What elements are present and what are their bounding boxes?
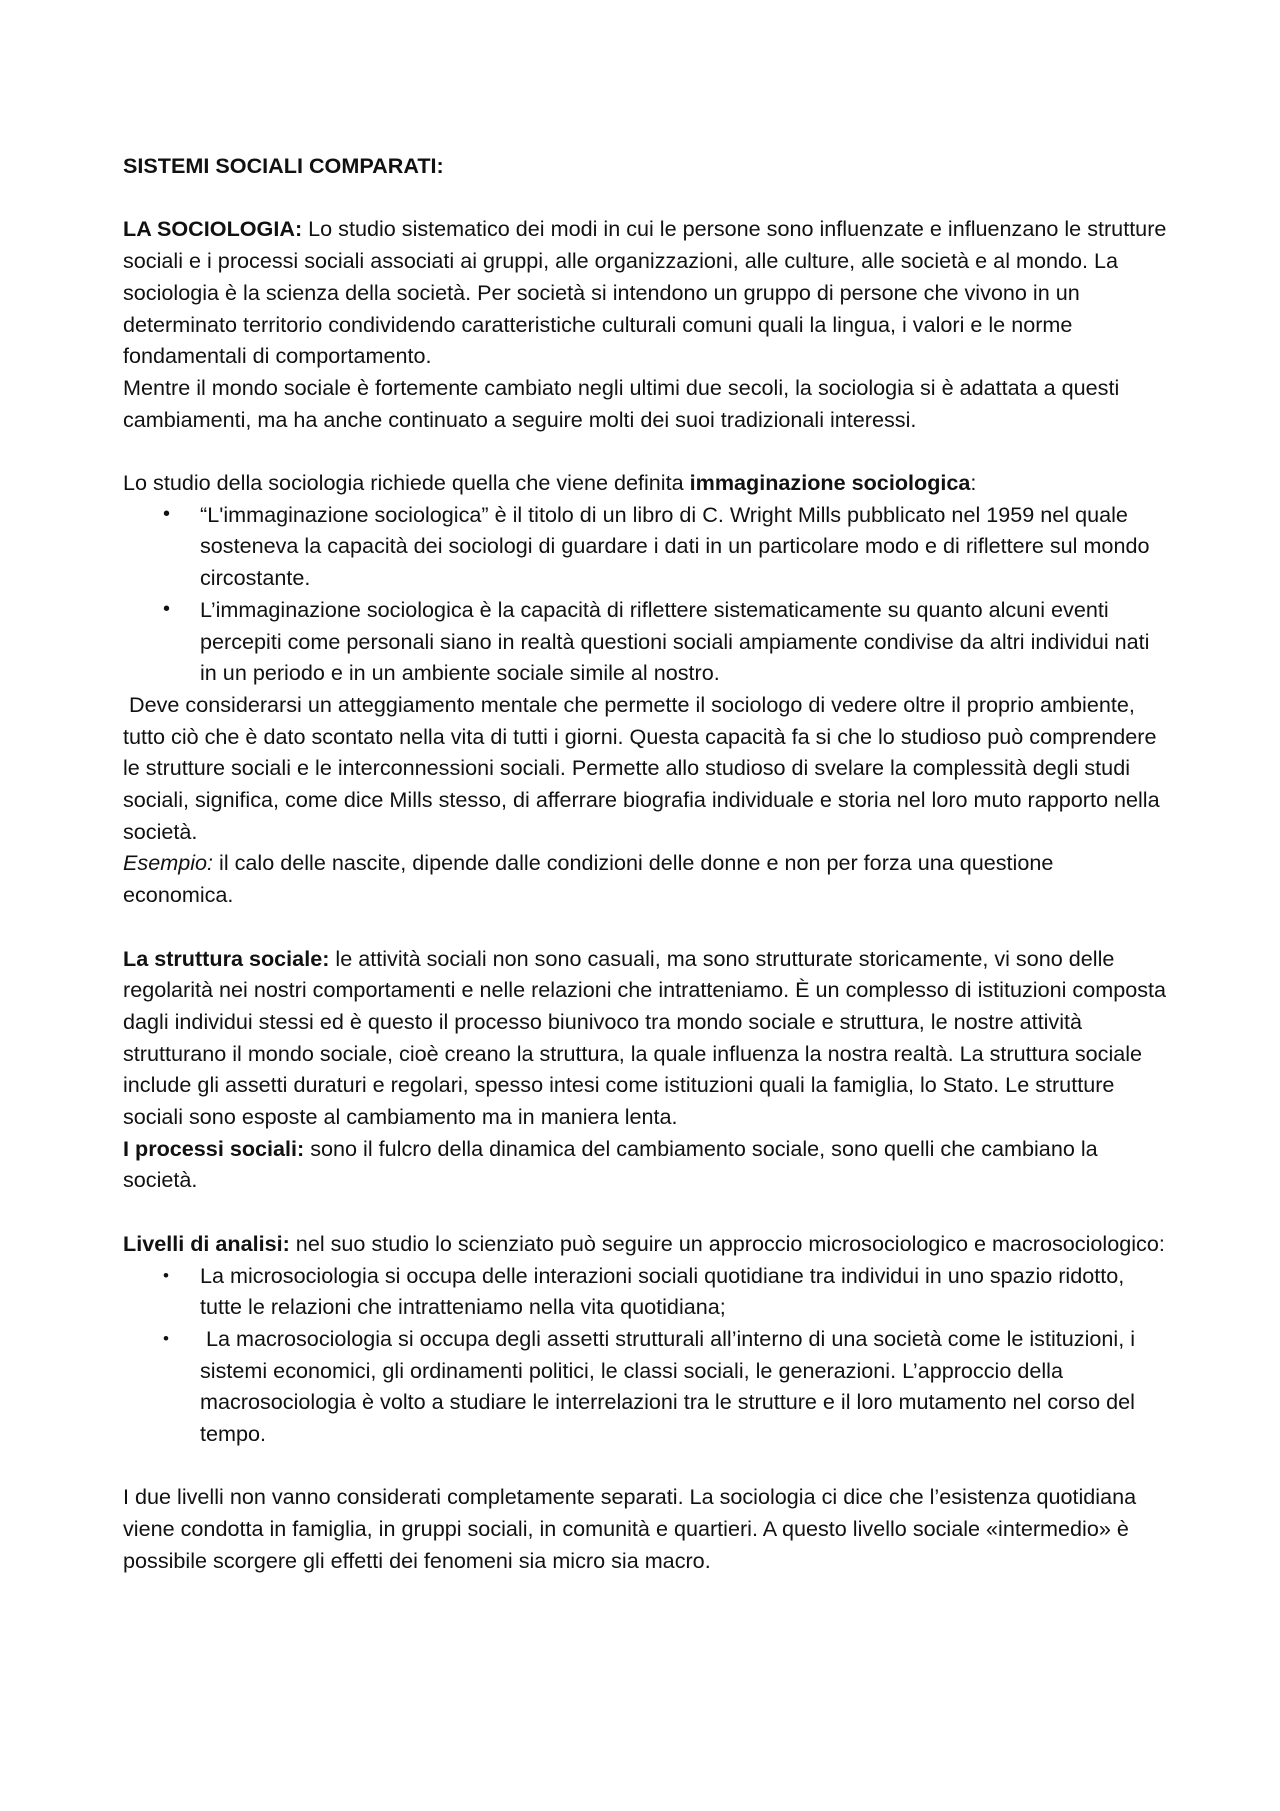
bullet-icon: • xyxy=(163,1328,169,1348)
sociologia-text: Lo studio sistematico dei modi in cui le persone sono influenzate e influenzano le strutture sociali e i processi sociali associati ai gruppi, alle organizzazioni, alle culture, alle società e al mondo. La sociologia è la scienza della società. Per società si intendono un gruppo di persone che vivono in un determinato territorio condividendo caratteristiche culturali comuni quali la lingua, i valori e le norme fondamentali di comportamento. xyxy=(123,216,1167,369)
immaginazione-term: immaginazione sociologica xyxy=(689,470,971,495)
livelli-bullet-list xyxy=(123,1260,1167,1450)
immaginazione-bullet-list xyxy=(123,499,1167,689)
bullet-icon: • xyxy=(163,502,171,525)
sociologia-label: LA SOCIOLOGIA: xyxy=(123,216,303,242)
list-item: • “L'immaginazione sociologica” è il titolo di un libro di C. Wright Mills pubblicato nel 1959 nel quale sosteneva la capacità dei sociologi di guardare i dati in un particolare modo e di riflettere sul mondo circostante. xyxy=(123,499,1167,594)
struttura-paragraph: La struttura sociale: le attività sociali non sono casuali, ma sono strutturate storicamente, vi sono delle regolarità nei nostri comportamenti e nelle relazioni che intratteniamo. È un complesso di istituzioni composta dagli individui stessi ed è questo il processo biunivoco tra mondo sociale e struttura, le nostre attività strutturano il mondo sociale, cioè creano la struttura, la quale influenza la nostra realtà. La struttura sociale include gli assetti duraturi e regolari, spesso intesi come istituzioni quali la famiglia, lo Stato. Le strutture sociali sono esposte al cambiamento ma in maniera lenta. xyxy=(123,945,1167,1130)
list-item: • La microsociologia si occupa delle interazioni sociali quotidiane tra individui in uno spazio ridotto, tutte le relazioni che intratteniamo nella vita quotidiana; xyxy=(123,1260,1167,1323)
struttura-label: La struttura sociale: xyxy=(123,945,330,971)
sociologia-paragraph-2: Mentre il mondo sociale è fortemente cambiato negli ultimi due secoli, la sociologia si è adattata a questi cambiamenti, ma ha anche continuato a seguire molti dei suoi tradizionali interessi. xyxy=(123,374,1120,432)
document-title: SISTEMI SOCIALI COMPARATI: xyxy=(123,153,444,178)
list-item: • L’immaginazione sociologica è la capacità di riflettere sistematicamente su quanto alcuni eventi percepiti come personali siano in realtà questioni sociali ampiamente condivise da altri individui nati in un periodo e in un ambiente sociale simile al nostro. xyxy=(123,594,1167,689)
livelli-label: Livelli di analisi: xyxy=(123,1230,290,1256)
sociologia-paragraph xyxy=(123,213,1167,372)
livelli-paragraph: Livelli di analisi: nel suo studio lo scienziato può seguire un approccio microsociologico e macrosociologico: xyxy=(123,1230,1165,1256)
list-item: • La macrosociologia si occupa degli assetti strutturali all’interno di una società come le istituzioni, i sistemi economici, gli ordinamenti politici, le classi sociali, le generazioni. L’approccio della macrosociologia è volto a studiare le interrelazioni tra le strutture e il loro mutamento nel corso del tempo. xyxy=(123,1323,1167,1450)
processi-paragraph: I processi sociali: sono il fulcro della dinamica del cambiamento sociale, sono quelli che cambiano la società. xyxy=(123,1135,1098,1193)
conclusione-paragraph: I due livelli non vanno considerati completamente separati. La sociologia ci dice che l’esistenza quotidiana viene condotta in famiglia, in gruppi sociali, in comunità e quartieri. A questo livello sociale «intermedio» è possibile scorgere gli effetti dei fenomeni sia micro sia macro. xyxy=(123,1484,1137,1573)
processi-label: I processi sociali: xyxy=(123,1135,305,1161)
immaginazione-paragraph: Deve considerarsi un atteggiamento mentale che permette il sociologo di vedere oltre il proprio ambiente, tutto ciò che è dato scontato nella vita di tutti i giorni. Questa capacità fa si che lo studioso può comprendere le strutture sociali e le interconnessioni sociali. Permette allo studioso di svelare la complessità degli studi sociali, significa, come dice Mills stesso, di afferrare biografia individuale e storia nel loro muto rapporto nella società. xyxy=(123,691,1166,844)
bullet-icon: • xyxy=(163,1265,169,1285)
example-label: Esempio: xyxy=(123,850,214,876)
example-paragraph: Esempio: il calo delle nascite, dipende dalle condizioni delle donne e non per forza una questione economica. xyxy=(123,850,1054,908)
bullet-icon: • xyxy=(163,597,171,620)
immaginazione-intro: Lo studio della sociologia richiede quella che viene definita immaginazione sociologica: xyxy=(123,470,977,495)
document-page xyxy=(123,150,1167,1577)
